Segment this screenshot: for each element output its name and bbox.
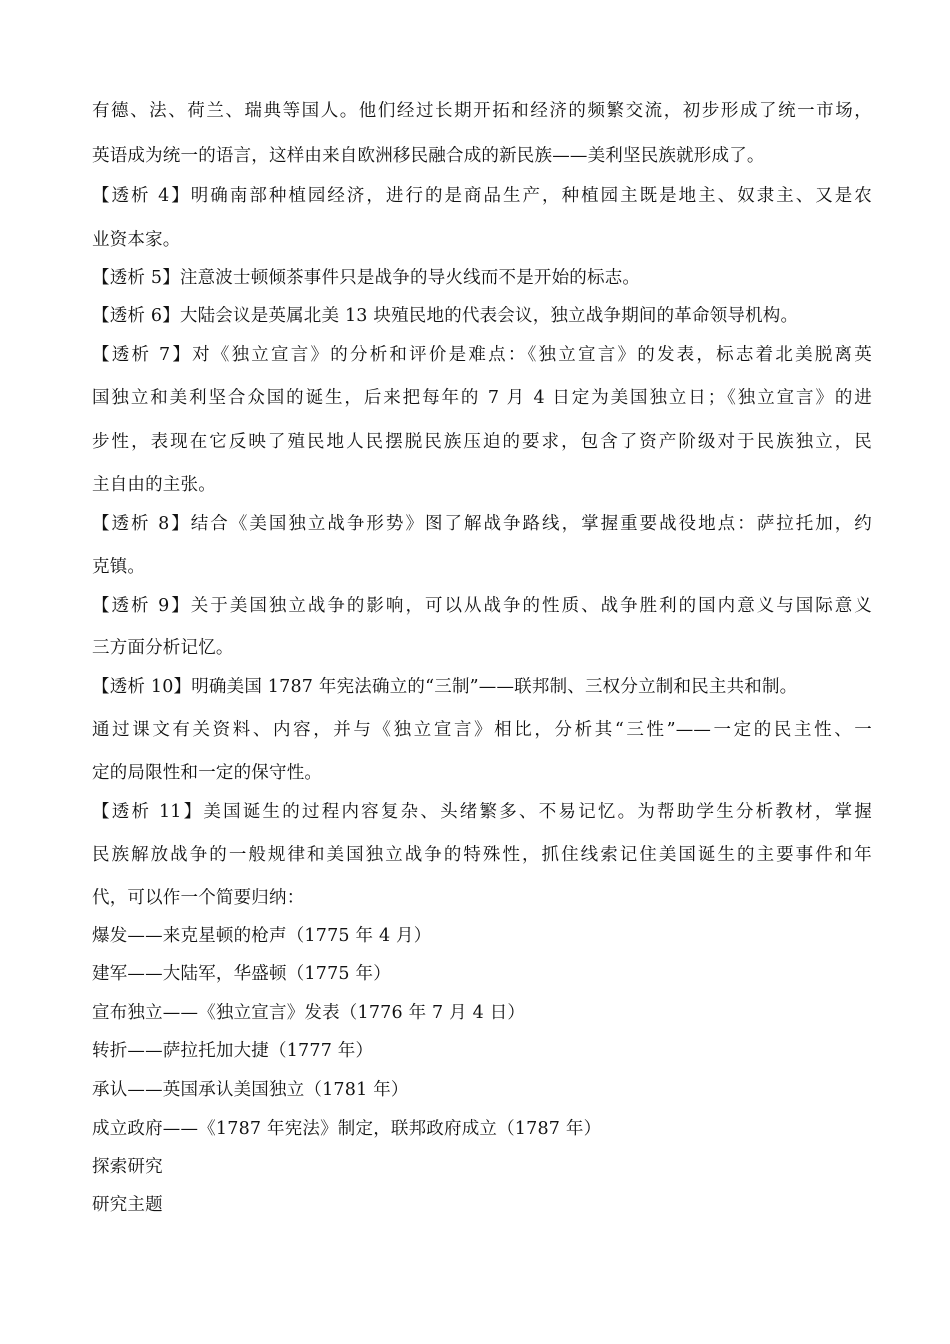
analysis-8-line: 克镇。 (92, 557, 146, 577)
analysis-7-line: 步性，表现在它反映了殖民地人民摆脱民族压迫的要求，包含了资产阶级对于民族独立，民 (92, 432, 872, 452)
timeline-item: 转折——萨拉托加大捷（1777 年） (92, 1041, 374, 1061)
paragraph-line: 有德、法、荷兰、瑞典等国人。他们经过长期开拓和经济的频繁交流，初步形成了统一市场， (92, 101, 872, 121)
analysis-7-line: 主自由的主张。 (92, 475, 216, 495)
analysis-11-line: 代，可以作一个简要归纳： (92, 888, 305, 908)
timeline-item: 成立政府——《1787 年宪法》制定，联邦政府成立（1787 年） (92, 1119, 602, 1139)
analysis-8-line: 【透析 8】结合《美国独立战争形势》图了解战争路线，掌握重要战役地点：萨拉托加，约 (92, 514, 872, 534)
analysis-4-line: 业资本家。 (92, 230, 181, 250)
analysis-7-line: 【透析 7】对《独立宣言》的分析和评价是难点：《独立宣言》的发表，标志着北美脱离英 (92, 345, 872, 365)
timeline-item: 爆发——来克星顿的枪声（1775 年 4 月） (92, 926, 432, 946)
analysis-7-line: 国独立和美利坚合众国的诞生，后来把每年的 7 月 4 日定为美国独立日；《独立宣言》的进 (92, 388, 872, 408)
timeline-item: 宣布独立——《独立宣言》发表（1776 年 7 月 4 日） (92, 1003, 526, 1023)
analysis-4-line: 【透析 4】明确南部种植园经济，进行的是商品生产，种植园主既是地主、奴隶主、又是农 (92, 186, 872, 206)
analysis-11-line: 民族解放战争的一般规律和美国独立战争的特殊性，抓住线索记住美国诞生的主要事件和年 (92, 845, 872, 865)
timeline-item: 承认——英国承认美国独立（1781 年） (92, 1080, 409, 1100)
paragraph-line: 英语成为统一的语言，这样由来自欧洲移民融合成的新民族——美利坚民族就形成了。 (92, 146, 765, 166)
analysis-9-line: 【透析 9】关于美国独立战争的影响，可以从战争的性质、战争胜利的国内意义与国际意义 (92, 596, 872, 616)
analysis-10-line: 【透析 10】明确美国 1787 年宪法确立的“三制”——联邦制、三权分立制和民主共和制。 (92, 677, 798, 697)
analysis-11-line: 【透析 11】美国诞生的过程内容复杂、头绪繁多、不易记忆。为帮助学生分析教材，掌握 (92, 802, 872, 822)
analysis-5-line: 【透析 5】注意波士顿倾茶事件只是战争的导火线而不是开始的标志。 (92, 268, 641, 288)
analysis-10-line: 通过课文有关资料、内容，并与《独立宣言》相比，分析其“三性”——一定的民主性、一 (92, 720, 872, 740)
analysis-10-line: 定的局限性和一定的保守性。 (92, 763, 323, 783)
section-heading: 研究主题 (92, 1195, 163, 1215)
analysis-6-line: 【透析 6】大陆会议是英属北美 13 块殖民地的代表会议，独立战争期间的革命领导机构。 (92, 306, 799, 326)
section-heading: 探索研究 (92, 1157, 163, 1177)
analysis-9-line: 三方面分析记忆。 (92, 638, 234, 658)
timeline-item: 建军——大陆军，华盛顿（1775 年） (92, 964, 391, 984)
